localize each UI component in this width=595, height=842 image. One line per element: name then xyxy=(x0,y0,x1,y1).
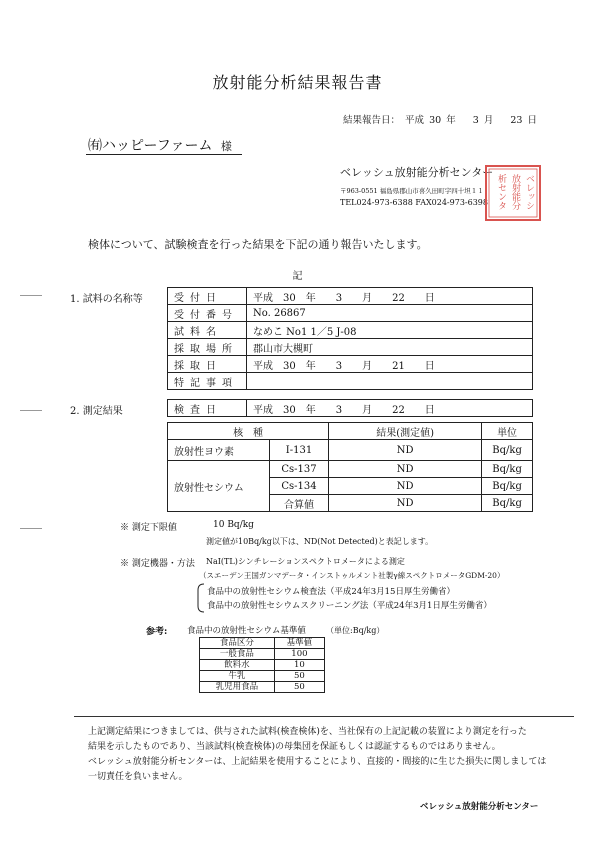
sample-info-row xyxy=(168,356,533,373)
report-date-month-unit: 月 xyxy=(483,115,494,126)
sample-info-row xyxy=(168,373,533,390)
reference-header-row xyxy=(200,638,325,649)
punch-mark-top xyxy=(20,295,42,296)
reference-label: 参考: xyxy=(146,627,168,637)
sample-info-label: 採取日 xyxy=(168,356,247,373)
sample-info-row xyxy=(168,339,533,356)
punch-mark-middle xyxy=(20,410,42,411)
ref-category: 牛乳 xyxy=(200,671,275,682)
sample-info-value: 平成 30 年 3 月 22 日 xyxy=(247,288,533,305)
section1-label: 1. 試料の名称等 xyxy=(70,294,143,305)
company-seal-icon xyxy=(484,164,542,222)
sample-info-label: 受付日 xyxy=(168,288,247,305)
reference-title: 食品中の放射性セシウム基準値 xyxy=(187,626,306,636)
group-cesium: 放射性セシウム xyxy=(168,461,270,512)
inspection-date-table xyxy=(167,399,533,417)
ref-category: 飲料水 xyxy=(200,660,275,671)
svg-text:ベレッシ: ベレッシ xyxy=(524,174,534,210)
detection-limit-label: ※ 測定下限値 xyxy=(120,523,177,533)
inspection-date-label: 検査日 xyxy=(168,400,247,417)
sample-info-value: なめこ No1 1／5 J-08 xyxy=(247,322,533,339)
sample-info-label: 特記事項 xyxy=(168,373,247,390)
nuclide-name: I-131 xyxy=(269,440,328,461)
page-title: 放射能分析結果報告書 xyxy=(212,73,383,92)
sample-info-row xyxy=(168,322,533,339)
result-unit: Bq/kg xyxy=(482,495,533,512)
recipient-honorific: 様 xyxy=(220,140,232,153)
section2-label: 2. 測定結果 xyxy=(70,406,123,417)
ref-limit: 50 xyxy=(274,682,324,693)
result-unit: Bq/kg xyxy=(482,461,533,478)
report-date-year: 30 xyxy=(429,115,442,126)
divider xyxy=(74,716,574,717)
method-2: 食品中の放射性セシウムスクリーニング法（平成24年3月1日厚生労働省） xyxy=(207,601,492,611)
nuclide-name: Cs-137 xyxy=(269,461,328,478)
result-unit: Bq/kg xyxy=(482,478,533,495)
ki-heading: 記 xyxy=(292,271,303,282)
result-row xyxy=(168,440,533,461)
disclaimer-line: 上記測定結果につきましては、供与された試料(検査検体)を、当社保有の上記記載の装置により測定を行った xyxy=(88,727,527,737)
ref-limit: 10 xyxy=(274,660,324,671)
ref-limit: 50 xyxy=(274,671,324,682)
svg-text:放射能分: 放射能分 xyxy=(510,174,520,210)
detection-limit-value: 10 Bq/kg xyxy=(213,520,254,530)
method-1: 食品中の放射性セシウム検査法（平成24年3月15日厚生労働省） xyxy=(207,587,455,597)
report-date-month: 3 xyxy=(472,115,479,126)
reference-table xyxy=(199,637,325,693)
disclaimer-line: ベレッシュ放射能分析センターは、上記結果を使用することにより、直接的・間接的に生じた損失に関しましては xyxy=(88,757,547,767)
results-table xyxy=(167,422,533,512)
instrument-line1: NaI(TL)シンチレーションスペクトロメータによる測定 xyxy=(206,557,405,566)
sample-info-row xyxy=(168,305,533,322)
sample-info-label: 試料名 xyxy=(168,322,247,339)
ref-limit: 100 xyxy=(274,649,324,660)
group-iodine: 放射性ヨウ素 xyxy=(168,440,270,461)
recipient xyxy=(88,135,232,155)
disclaimer-line: 一切責任を負いません。 xyxy=(88,772,188,782)
inspection-date-row xyxy=(168,400,533,417)
intro-text: 検体について、試験検査を行った結果を下記の通り報告いたします。 xyxy=(88,238,428,251)
report-date-era: 平成 xyxy=(405,115,425,126)
issuer-tel-fax: TEL024-973-6388 FAX024-973-6398 xyxy=(340,198,488,207)
ref-header-category: 食品区分 xyxy=(200,638,275,649)
report-date-day: 23 xyxy=(510,115,523,126)
reference-row xyxy=(200,660,325,671)
report-date-label: 結果報告日： xyxy=(343,115,401,126)
ref-category: 一般食品 xyxy=(200,649,275,660)
left-bracket-icon xyxy=(197,583,205,613)
punch-mark-bottom xyxy=(20,528,42,529)
report-date-day-unit: 日 xyxy=(527,115,538,126)
nuclide-name: Cs-134 xyxy=(269,478,328,495)
result-value: ND xyxy=(329,495,482,512)
report-date xyxy=(343,112,539,126)
issuer-name: ベレッシュ放射能分析センター xyxy=(340,166,494,179)
sample-info-row xyxy=(168,288,533,305)
reference-unit-note: （単位:Bq/kg） xyxy=(326,626,385,635)
instrument-line2: （スエーデン王国ガンマデータ・インストゥルメント社製γ線スペクトロメータGDM-20） xyxy=(199,571,505,580)
header-unit: 単位 xyxy=(482,423,533,440)
result-value: ND xyxy=(329,461,482,478)
sample-info-label: 受付番号 xyxy=(168,305,247,322)
sample-info-label: 採取場所 xyxy=(168,339,247,356)
disclaimer xyxy=(88,725,558,785)
inspection-date-value: 平成 30 年 3 月 22 日 xyxy=(247,400,533,417)
recipient-underline xyxy=(86,154,242,155)
result-unit: Bq/kg xyxy=(482,440,533,461)
disclaimer-line: 結果を示したものであり、当該試料(検査検体)の母集団を保証もしくは認証するものではありません。 xyxy=(88,742,501,752)
result-row xyxy=(168,461,533,478)
report-date-year-unit: 年 xyxy=(446,115,456,126)
result-value: ND xyxy=(329,440,482,461)
header-result: 結果(測定値) xyxy=(329,423,482,440)
recipient-name: ㈲ハッピーファーム xyxy=(88,138,213,154)
reference-row xyxy=(200,649,325,660)
results-header-row xyxy=(168,423,533,440)
reference-row xyxy=(200,682,325,693)
instrument-label: ※ 測定機器・方法 xyxy=(120,559,195,569)
footer-organization: ベレッシュ放射能分析センター xyxy=(420,802,539,812)
sample-info-value: No. 26867 xyxy=(247,305,533,322)
sample-info-value: 平成 30 年 3 月 21 日 xyxy=(247,356,533,373)
result-value: ND xyxy=(329,478,482,495)
nuclide-name: 合算値 xyxy=(269,495,328,512)
header-nuclide: 核 種 xyxy=(168,423,329,440)
sample-info-table xyxy=(167,287,533,390)
detection-limit-note: 測定値が10Bq/kg以下は、ND(Not Detected)と表記します。 xyxy=(206,537,434,546)
reference-row xyxy=(200,671,325,682)
ref-header-limit: 基準値 xyxy=(274,638,324,649)
ref-category: 乳児用食品 xyxy=(200,682,275,693)
svg-text:析センタ: 析センタ xyxy=(496,174,506,210)
sample-info-value: 郡山市大槻町 xyxy=(247,339,533,356)
issuer-address: 〒963-0551 福島県郡山市喜久田町字四十坦１１ xyxy=(340,187,484,195)
sample-info-value xyxy=(247,373,533,390)
